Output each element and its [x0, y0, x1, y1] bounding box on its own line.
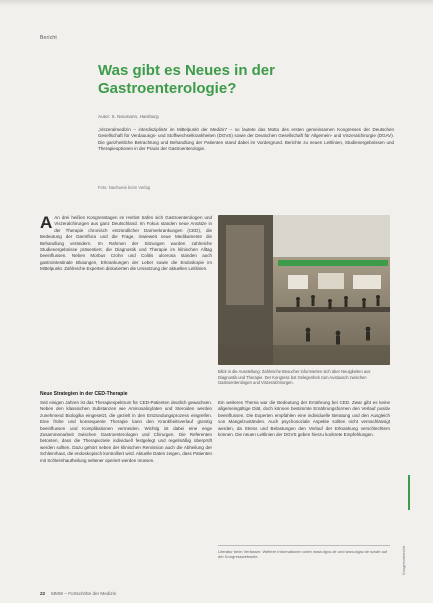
article-author: Autor: S. Neumann, Hamburg [98, 114, 159, 119]
footnote: Literatur beim Verfasser. Weitere Informationen unter www.dgvs.de und www.dgav.de sowie auf der Kongresswebseite. [218, 545, 390, 560]
congress-hall-image [218, 215, 390, 365]
congress-photo [218, 215, 390, 365]
publication-name: MMW – Fortschritte der Medizin [51, 591, 117, 596]
side-tab-label: Kongressbericht [401, 546, 406, 575]
drop-cap: A [40, 213, 53, 232]
section-rubric: Bericht [40, 35, 57, 41]
article-title: Was gibt es Neues in der Gastroenterologie? [98, 62, 275, 97]
photo-credit: Foto: Nachweis beim Verlag [98, 185, 151, 190]
top-edge [0, 0, 433, 6]
page-footer [40, 591, 116, 596]
body-column-2: Ein weiteres Thema war die Bedeutung der Ernährung bei CED. Zwar gibt es keine allgemeingültige Diät, doch können bestimmte Ernährungsformen den Verlauf positiv beeinflussen. Die Experten empfahlen eine individuelle Beratung und den Ausgleich von Mangelzuständen. Auch psychosoziale Aspekte sollten nicht vernachlässigt werden, da Stress und Belastungen den Verlauf der Erkrankung verschlechtern können. Die neuen Leitlinien der DGVS geben hierzu konkrete Empfehlungen. [218, 400, 390, 438]
page-number: 22 [40, 591, 46, 596]
side-tab-marker [408, 475, 410, 510]
article-lead: „Viszeralmedizin – interdisziplinär im Mittelpunkt der Medizin“ – so lautete das Motto des ersten gemeinsamen Kongresses der Deutschen Gesellschaft für Verdauungs- und Stoffwechselkrankheiten (DGVS) sowie der Deutschen Gesellschaft für Allgemein- und Viszeralchirurgie (DGAV). Die ganzheitliche Betrachtung und Behandlung der Patienten stand dabei im Vordergrund. Berichte zu neuen Leitlinien, Studienergebnissen und Therapieoptionen in der Praxis der Gastroenterologie. [98, 127, 394, 152]
section-heading: Neue Strategien in der CED-Therapie [40, 391, 128, 397]
body-column-1-top [40, 215, 212, 273]
body-column-1-bottom: Seit einigen Jahren ist das Therapiespektrum für CED-Patienten deutlich gewachsen. Neben den klassischen Substanzen wie Aminosalicylaten und Steroiden werden zunehmend Biologika eingesetzt, die gezielt in den Entzündungsprozess eingreifen. Eine frühe und konsequente Therapie kann den Krankheitsverlauf günstig beeinflussen und Komplikationen vermeiden. Wichtig ist dabei eine enge Zusammenarbeit zwischen Gastroenterologen und Chirurgen. Die Referenten betonten, dass die Therapieziele individuell festgelegt und regelmäßig überprüft werden sollten. Dazu gehört neben der klinischen Remission auch die Abheilung der Schleimhaut, die endoskopisch kontrolliert wird. Aktuelle Daten zeigen, dass Patienten mit Schleimhautheilung seltener operiert werden müssen. [40, 400, 212, 463]
body-text-intro: An drei heißen Kongresstagen im Herbst trafen sich Gastroenterologen und Viszeralchirurgen aus ganz Deutschland. Im Fokus standen neue Ansätze in der Therapie chronisch entzündlicher Darmerkrankungen (CED), die Bedeutung der Darmflora und die Frage, inwieweit neue Medikamente die Behandlung verändern. Im Rahmen der Sitzungen wurden zahlreiche Studienergebnisse präsentiert, die Diagnostik und Therapie im klinischen Alltag beeinflussen. Neben Morbus Crohn und Colitis ulcerosa standen auch gastrointestinale Blutungen, Erkrankungen der Leber sowie die Endoskopie im Mittelpunkt. Zahlreiche Experten diskutierten die Umsetzung der aktuellen Leitlinien. [40, 215, 212, 272]
photo-caption: Blick in die Ausstellung: Zahlreiche Besucher informierten sich über Neuigkeiten aus Diagnostik und Therapie. Der Kongress bot Gelegenheit zum Austausch zwischen Gastroenterologen und Viszeralchirurgen. [218, 369, 371, 386]
